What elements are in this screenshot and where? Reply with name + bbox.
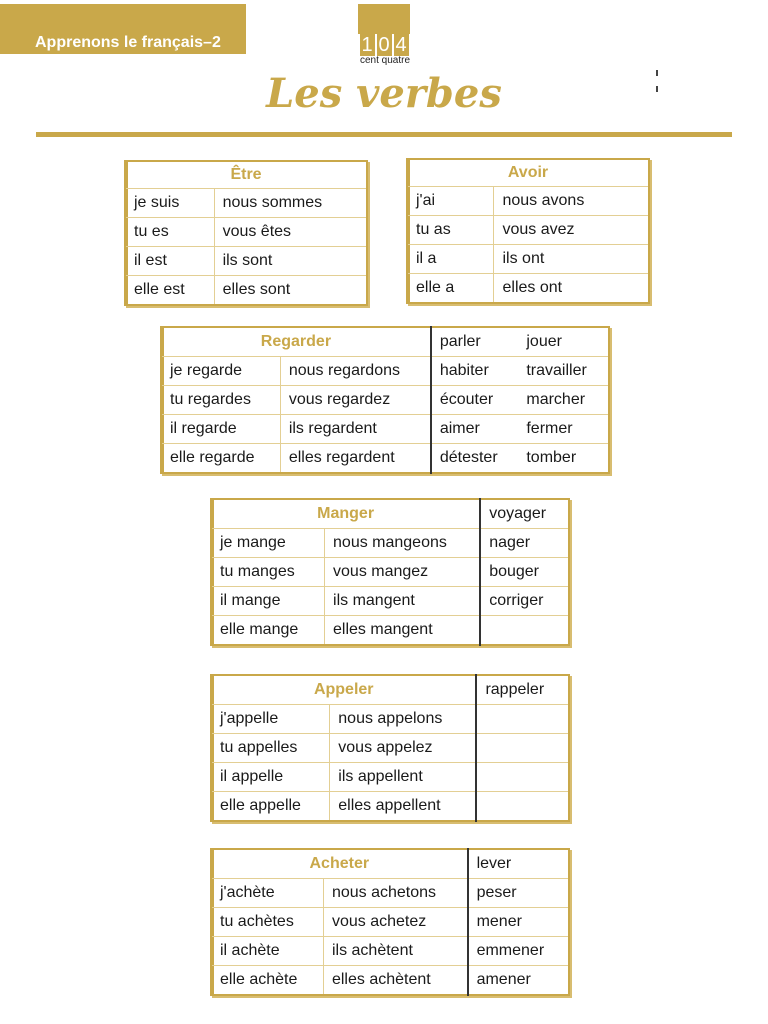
page-digit: 0 [378,34,390,56]
etre-heading: Être [125,161,367,189]
page-number-words: cent quatre [359,55,411,66]
avoir-table [406,158,650,304]
acheter-table [210,848,570,996]
table-row: je mange nous mangeons nager [211,529,569,558]
table-row: je suis nous sommes [125,189,367,218]
page-number-block [358,4,410,56]
page-title: Les verbes [266,70,502,117]
table-row: il mange ils mangent corriger [211,587,569,616]
table-row: elle est elles sont [125,276,367,306]
table-row: tu manges vous mangez bouger [211,558,569,587]
table-row: elle mange elles mangent [211,616,569,646]
table-row: il a ils ont [407,245,649,274]
table-row: elle appelle elles appellent [211,792,569,822]
other-verb: jouer [518,327,609,357]
manger-table [210,498,570,646]
regarder-table [160,326,610,474]
manger-heading: Manger [211,499,480,529]
table-row: il achète ils achètent emmener [211,937,569,966]
book-title-band [0,4,246,54]
table-row: j'achète nous achetons peser [211,879,569,908]
etre-table [124,160,368,306]
table-row: il regarde ils regardent aimer fermer [161,415,609,444]
table-row: tu regardes vous regardez écouter marcher [161,386,609,415]
other-verb: rappeler [476,675,569,705]
table-row: tu achètes vous achetez mener [211,908,569,937]
table-row: elle regarde elles regardent détester tomber [161,444,609,474]
book-title: Apprenons le français–2 [35,34,221,51]
table-row: tu as vous avez [407,216,649,245]
title-rule [36,132,732,137]
table-row: elle a elles ont [407,274,649,304]
page-digit: 1 [361,34,373,56]
other-verb: voyager [480,499,569,529]
table-row: il appelle ils appellent [211,763,569,792]
other-verb: lever [468,849,569,879]
regarder-heading: Regarder [161,327,431,357]
avoir-heading: Avoir [407,159,649,187]
table-row: j'appelle nous appelons [211,705,569,734]
appeler-table [210,674,570,822]
table-row: elle achète elles achètent amener [211,966,569,996]
table-row: j'ai nous avons [407,187,649,216]
other-verb: parler [431,327,519,357]
acheter-heading: Acheter [211,849,468,879]
table-row: tu appelles vous appelez [211,734,569,763]
table-row: il est ils sont [125,247,367,276]
table-row: je regarde nous regardons habiter travailler [161,357,609,386]
table-row: tu es vous êtes [125,218,367,247]
appeler-heading: Appeler [211,675,476,705]
page-digit: 4 [395,34,407,56]
